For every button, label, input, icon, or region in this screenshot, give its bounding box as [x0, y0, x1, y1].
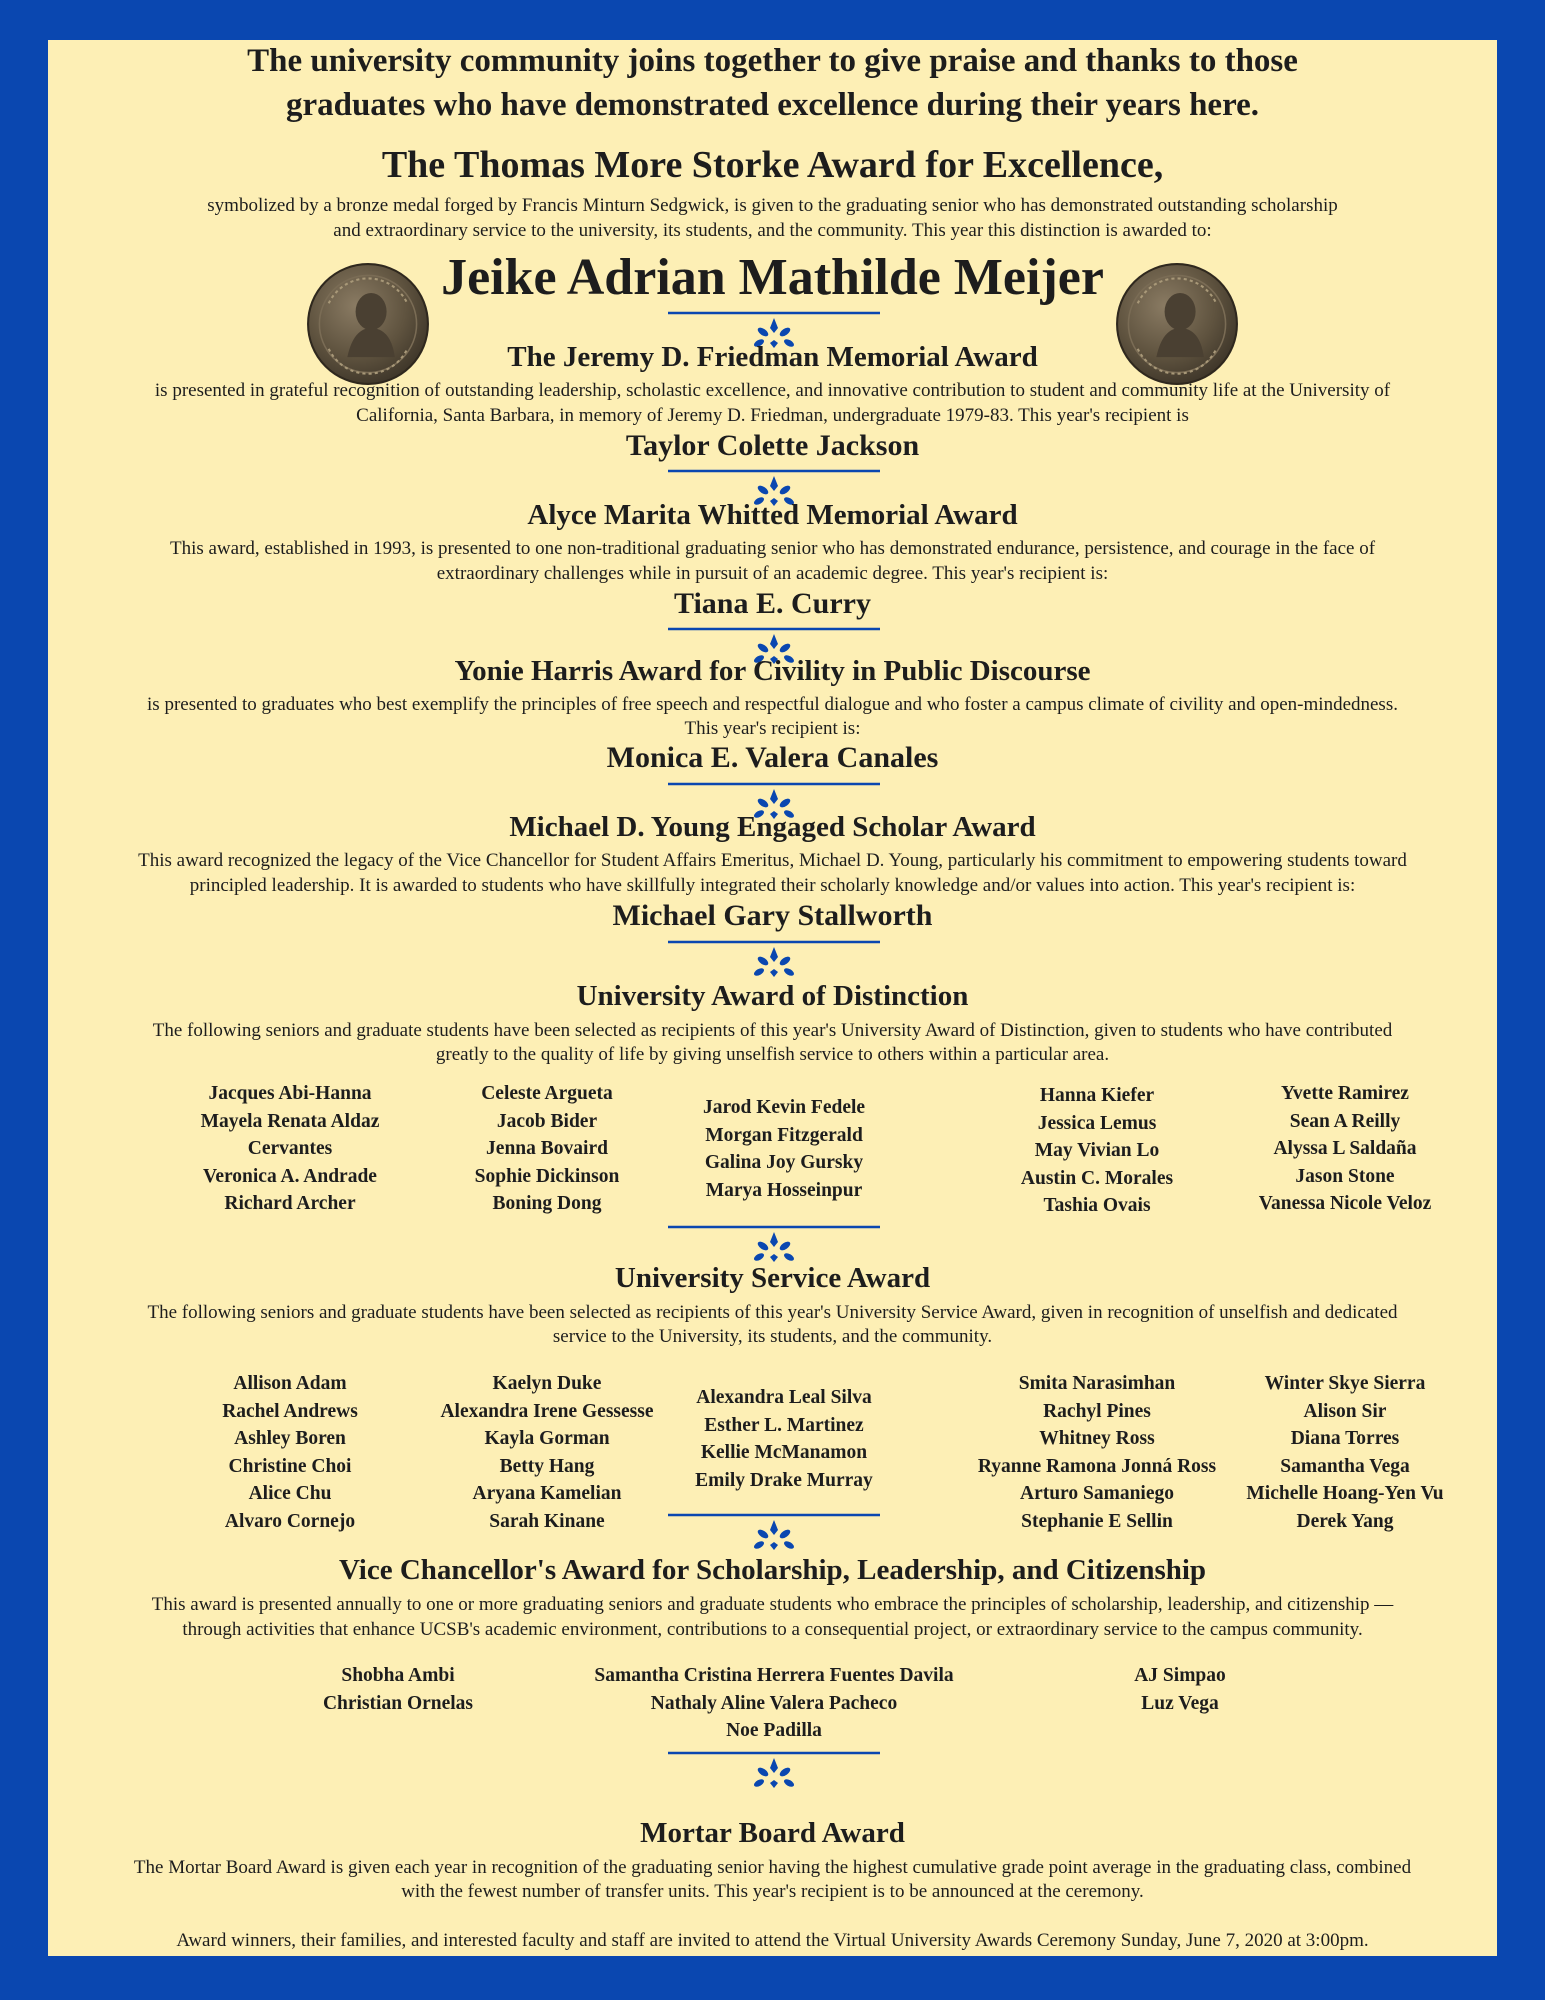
list-item: Christine Choi	[228, 1455, 352, 1477]
list-item: Galina Joy Gursky	[704, 1152, 864, 1173]
vice-chancellor-column-3	[1070, 1662, 1290, 1717]
vice-chancellor-column-1	[263, 1662, 533, 1717]
storke-award-title: The Thomas More Storke Award for Excellence,	[381, 144, 1164, 186]
list-item: Winter Skye Sierra	[1264, 1373, 1426, 1394]
list-item: Alyssa L Saldaña	[1273, 1138, 1417, 1159]
distinction-column-1	[155, 1080, 425, 1218]
service-award-title: University Service Award	[614, 1262, 931, 1294]
list-item: Smita Narasimhan	[1018, 1373, 1176, 1394]
young-award-title: Michael D. Young Engaged Scholar Award	[509, 811, 1036, 843]
list-item: Arturo Samaniego	[1019, 1483, 1174, 1504]
divider-ornament	[664, 1746, 884, 1790]
list-item: Michelle Hoang-Yen Vu	[1246, 1483, 1444, 1504]
vice-chancellor-desc-2: through activities that enhance UCSB's academic environment, contributions to a consequential project, or extraordinary service to the campus community.	[182, 1619, 1363, 1640]
list-item: Veronica A. Andrade	[203, 1165, 377, 1187]
intro-line-2: graduates who have demonstrated excellence during their years here.	[285, 87, 1260, 123]
whitted-desc-2: extraordinary challenges while in pursuit of an academic degree. This year's recipient is:	[436, 563, 1109, 584]
list-item: Nathaly Aline Valera Pacheco	[650, 1692, 898, 1714]
list-item: Esther L. Martinez	[704, 1414, 864, 1436]
list-item: Cervantes	[247, 1138, 333, 1159]
list-item: May Vivian Lo	[1034, 1140, 1160, 1161]
list-item: Hanna Kiefer	[1039, 1085, 1155, 1106]
service-column-5	[1207, 1370, 1483, 1535]
award-panel	[48, 40, 1497, 1956]
list-item: Luz Vega	[1141, 1692, 1219, 1714]
list-item: Jessica Lemus	[1037, 1112, 1157, 1134]
list-item: Jason Stone	[1295, 1165, 1395, 1187]
list-item: Alvaro Cornejo	[224, 1510, 356, 1532]
whitted-award-title: Alyce Marita Whitted Memorial Award	[527, 499, 1018, 531]
list-item: Yvette Ramirez	[1281, 1083, 1409, 1104]
list-item: Austin C. Morales	[1020, 1167, 1174, 1189]
distinction-desc-2: greatly to the quality of life by giving unselfish service to others within a particular area.	[435, 1044, 1110, 1065]
divider-ornament	[664, 1220, 884, 1264]
list-item: Morgan Fitzgerald	[705, 1124, 863, 1146]
service-column-2	[392, 1370, 702, 1535]
list-item: Richard Archer	[224, 1193, 356, 1214]
list-item: Ashley Boren	[234, 1428, 346, 1449]
list-item: Sophie Dickinson	[474, 1165, 620, 1187]
list-item: Rachyl Pines	[1043, 1400, 1151, 1422]
list-item: Boning Dong	[492, 1193, 602, 1214]
vice-chancellor-desc-1: This award is presented annually to one or more graduating seniors and graduate students who embrace the principles of scholarship, leadership, and citizenship —	[151, 1594, 1394, 1615]
list-item: Samantha Cristina Herrera Fuentes Davila	[594, 1665, 954, 1686]
ceremony-invitation: Award winners, their families, and interested faculty and staff are invited to attend the Virtual University Awards Ceremony Sunday, June 7, 2020 at 3:00pm.	[176, 1930, 1369, 1951]
distinction-column-2	[417, 1080, 677, 1218]
friedman-desc-2: California, Santa Barbara, in memory of Jeremy D. Friedman, undergraduate 1979-83. This year's recipient is	[356, 405, 1189, 426]
list-item: Kaelyn Duke	[492, 1373, 602, 1394]
list-item: Stephanie E Sellin	[1021, 1510, 1173, 1532]
list-item: Betty Hang	[499, 1455, 595, 1477]
friedman-desc-1: is presented in grateful recognition of outstanding leadership, scholastic excellence, and innovative contribution to student and community life at the University of	[154, 380, 1391, 401]
list-item: Derek Yang	[1296, 1510, 1394, 1532]
mortar-board-award-title: Mortar Board Award	[640, 1817, 905, 1849]
list-item: AJ Simpao	[1134, 1665, 1226, 1686]
young-desc-1: This award recognized the legacy of the Vice Chancellor for Student Affairs Emeritus, Michael D. Young, particularly his commitment to empowering students toward	[138, 850, 1407, 871]
list-item: Alice Chu	[248, 1483, 332, 1504]
storke-desc-2: and extraordinary service to the university, its students, and the community. This year this distinction is awarded to:	[333, 220, 1212, 241]
intro-line-1: The university community joins together to give praise and thanks to those	[247, 43, 1298, 79]
list-item: Shobha Ambi	[341, 1665, 455, 1686]
distinction-award-title: University Award of Distinction	[576, 980, 969, 1012]
list-item: Samantha Vega	[1280, 1455, 1410, 1477]
whitted-recipient: Tiana E. Curry	[674, 587, 871, 620]
young-recipient: Michael Gary Stallworth	[612, 899, 933, 932]
list-item: Alexandra Irene Gessesse	[440, 1400, 654, 1422]
list-item: Aryana Kamelian	[472, 1483, 622, 1504]
list-item: Jarod Kevin Fedele	[702, 1097, 866, 1118]
list-item: Ryanne Ramona Jonná Ross	[977, 1455, 1217, 1477]
distinction-desc-1: The following seniors and graduate students have been selected as recipients of this year's University Award of Distinction, given to students who have contributed	[152, 1020, 1393, 1041]
service-column-3	[664, 1384, 904, 1494]
mortar-desc-2: with the fewest number of transfer units. This year's recipient is to be announced at the ceremony.	[401, 1881, 1144, 1902]
list-item: Alison Sir	[1303, 1400, 1387, 1422]
distinction-column-3	[664, 1094, 904, 1204]
service-column-1	[155, 1370, 425, 1535]
divider-ornament	[664, 1508, 884, 1552]
vice-chancellor-column-2	[569, 1662, 979, 1745]
list-item: Mayela Renata Aldaz	[200, 1110, 380, 1132]
harris-recipient: Monica E. Valera Canales	[606, 741, 939, 774]
list-item: Celeste Argueta	[481, 1083, 613, 1104]
list-item: Whitney Ross	[1039, 1428, 1155, 1449]
list-item: Jenna Bovaird	[486, 1138, 608, 1159]
mortar-desc-1: The Mortar Board Award is given each year in recognition of the graduating senior having the highest cumulative grade point average in the graduating class, combined	[133, 1857, 1412, 1878]
list-item: Sean A Reilly	[1289, 1110, 1401, 1132]
list-item: Vanessa Nicole Veloz	[1258, 1193, 1432, 1214]
harris-desc-1: is presented to graduates who best exemplify the principles of free speech and respectful dialogue and who foster a campus climate of civility and open-mindedness.	[147, 694, 1398, 715]
list-item: Jacques Abi-Hanna	[208, 1083, 372, 1104]
distinction-column-5	[1210, 1080, 1480, 1218]
vice-chancellor-award-title: Vice Chancellor's Award for Scholarship, Leadership, and Citizenship	[338, 1554, 1207, 1586]
harris-desc-2: This year's recipient is:	[684, 718, 861, 739]
friedman-award-title: The Jeremy D. Friedman Memorial Award	[507, 341, 1038, 373]
list-item: Alexandra Leal Silva	[696, 1387, 872, 1408]
list-item: Emily Drake Murray	[695, 1469, 873, 1491]
service-desc-1: The following seniors and graduate students have been selected as recipients of this year's University Service Award, given in recognition of unselfish and dedicated	[147, 1302, 1398, 1323]
list-item: Kayla Gorman	[484, 1428, 610, 1449]
list-item: Rachel Andrews	[222, 1400, 358, 1422]
friedman-recipient: Taylor Colette Jackson	[625, 429, 920, 462]
harris-award-title: Yonie Harris Award for Civility in Public Discourse	[454, 655, 1091, 687]
list-item: Christian Ornelas	[322, 1692, 474, 1714]
distinction-column-4	[972, 1082, 1222, 1220]
list-item: Marya Hosseinpur	[705, 1179, 863, 1201]
storke-recipient: Jeike Adrian Mathilde Meijer	[441, 249, 1104, 306]
storke-desc-1: symbolized by a bronze medal forged by Francis Minturn Sedgwick, is given to the graduating senior who has demonstrated outstanding scholarship	[207, 195, 1338, 216]
list-item: Kellie McManamon	[700, 1442, 868, 1463]
list-item: Sarah Kinane	[489, 1510, 605, 1532]
list-item: Allison Adam	[233, 1373, 347, 1394]
list-item: Diana Torres	[1290, 1428, 1400, 1449]
list-item: Tashia Ovais	[1043, 1195, 1151, 1216]
young-desc-2: principled leadership. It is awarded to students who have skillfully integrated their scholarly knowledge and/or values into action. This year's recipient is:	[189, 875, 1356, 896]
list-item: Jacob Bider	[496, 1110, 598, 1132]
whitted-desc-1: This award, established in 1993, is presented to one non-traditional graduating senior who has demonstrated endurance, persistence, and courage in the face of	[169, 538, 1376, 559]
list-item: Noe Padilla	[726, 1720, 822, 1741]
service-desc-2: service to the University, its students, and the community.	[552, 1326, 993, 1347]
divider-ornament	[664, 935, 884, 979]
